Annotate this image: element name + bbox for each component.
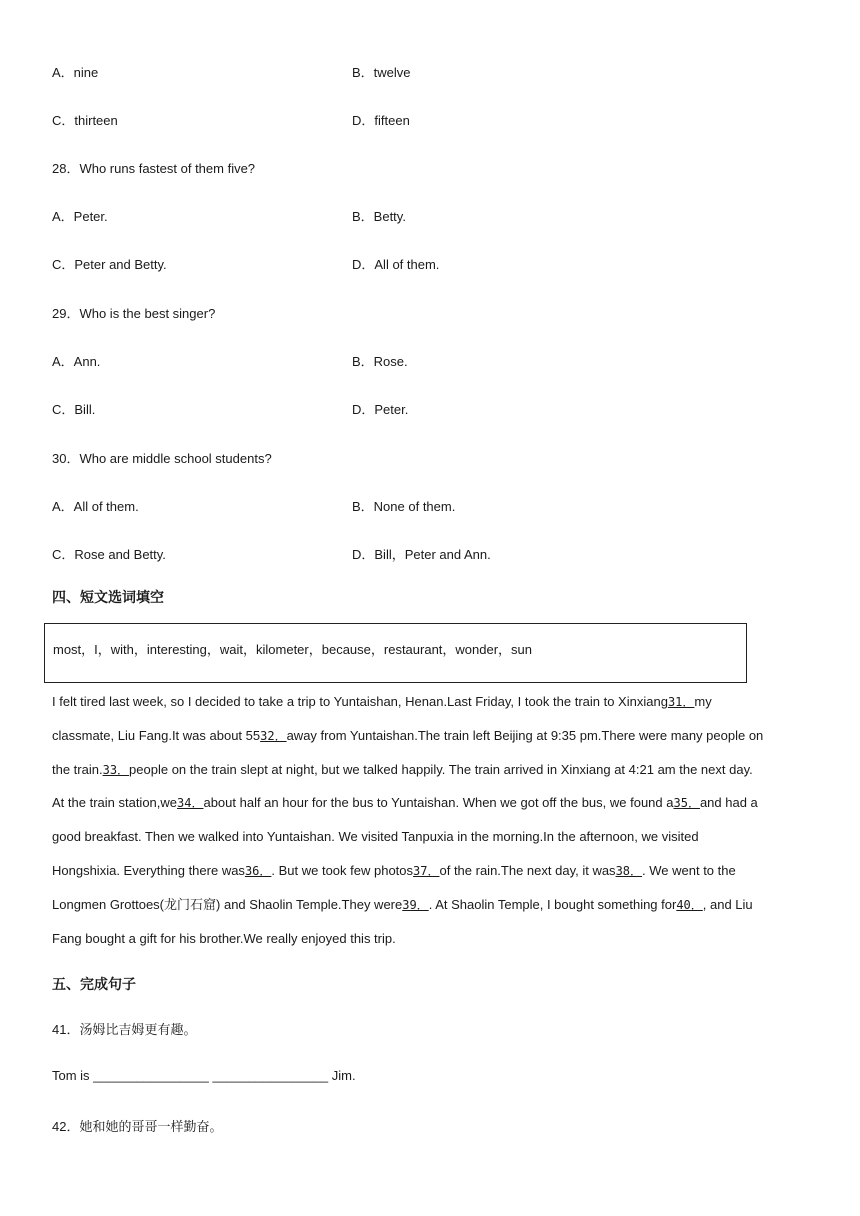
passage-line bbox=[52, 891, 812, 925]
passage-line bbox=[52, 722, 812, 756]
passage-text: ) and Shaolin Temple.They were bbox=[216, 896, 403, 912]
q30-option-c: C．Rose and Betty. bbox=[52, 547, 166, 562]
q30-option-d: D．Bill，Peter and Ann. bbox=[352, 547, 491, 562]
q29-option-a: A．Ann. bbox=[52, 354, 101, 369]
passage-text: Fang bought a gift for his brother.We really enjoyed this trip. bbox=[52, 930, 396, 946]
passage-text: Hongshixia. Everything there was bbox=[52, 862, 245, 878]
q30-option-a: A．All of them. bbox=[52, 499, 139, 514]
passage-line bbox=[52, 688, 812, 722]
blank-35[interactable]: 35． bbox=[673, 796, 700, 811]
q29-option-c: C．Bill. bbox=[52, 402, 96, 417]
passage-text: . At Shaolin Temple, I bought something for bbox=[428, 896, 677, 912]
passage-chinese-term: 龙门石窟 bbox=[164, 897, 217, 913]
q28-option-c: C．Peter and Betty. bbox=[52, 257, 167, 272]
passage-line bbox=[52, 823, 812, 857]
word-bank-box bbox=[44, 623, 747, 683]
passage-text: I felt tired last week, so I decided to take a trip to Yuntaishan, Henan.Last Friday, I took the train to Xinxiang bbox=[52, 694, 668, 709]
blank-34[interactable]: 34． bbox=[177, 796, 204, 811]
section-5-title: 五、完成句子 bbox=[52, 976, 136, 992]
passage-text: , and Liu bbox=[702, 896, 753, 912]
blank-31[interactable]: 31． bbox=[667, 695, 695, 709]
q27-option-c: C．thirteen bbox=[52, 113, 118, 128]
passage-line bbox=[52, 925, 812, 959]
q28-option-d: D．All of them. bbox=[352, 257, 440, 272]
passage-text: At the train station,we bbox=[52, 795, 178, 811]
passage-text: and had a bbox=[699, 795, 758, 811]
passage-text: of the rain.The next day, it was bbox=[439, 862, 616, 878]
passage-text: people on the train slept at night, but we talked happily. The train arrived in Xinxiang at 4:21 am the next day. bbox=[129, 761, 753, 777]
q27-option-d: D．fifteen bbox=[352, 113, 410, 128]
q29-stem: 29．Who is the best singer? bbox=[52, 306, 216, 321]
cloze-passage bbox=[52, 688, 812, 958]
passage-text: Longmen Grottoes( bbox=[52, 896, 165, 912]
q29-option-d: D．Peter. bbox=[352, 402, 409, 417]
blank-40[interactable]: 40． bbox=[676, 897, 703, 912]
q41-answer-line[interactable]: Tom is ________________ ________________ Jim. bbox=[52, 1068, 356, 1083]
blank-36[interactable]: 36． bbox=[244, 863, 272, 878]
passage-line bbox=[52, 789, 812, 823]
q28-stem: 28．Who runs fastest of them five? bbox=[52, 161, 256, 176]
blank-38[interactable]: 38． bbox=[615, 863, 643, 878]
q29-option-b: B．Rose. bbox=[352, 354, 408, 369]
passage-text: my bbox=[694, 694, 712, 709]
q42-stem: 42．她和她的哥哥一样勤奋。 bbox=[52, 1119, 223, 1134]
blank-39[interactable]: 39． bbox=[402, 897, 429, 912]
passage-text: . We went to the bbox=[642, 862, 736, 878]
passage-text: away from Yuntaishan.The train left Beijing at 9:35 pm.There were many people on bbox=[286, 727, 764, 743]
passage-text: . But we took few photos bbox=[271, 862, 414, 878]
section-4-title: 四、短文选词填空 bbox=[52, 589, 164, 605]
passage-text: classmate, Liu Fang.It was about 55 bbox=[52, 727, 261, 743]
q28-option-b: B．Betty. bbox=[352, 209, 406, 224]
q27-option-a: A．nine bbox=[52, 65, 99, 80]
q30-stem: 30．Who are middle school students? bbox=[52, 451, 272, 466]
blank-33[interactable]: 33． bbox=[102, 762, 130, 777]
q30-option-b: B．None of them. bbox=[352, 499, 456, 514]
passage-line bbox=[52, 857, 812, 891]
blank-32[interactable]: 32． bbox=[260, 728, 287, 743]
passage-line bbox=[52, 756, 812, 790]
blank-37[interactable]: 37． bbox=[413, 863, 440, 878]
passage-text: about half an hour for the bus to Yuntaishan. When we got off the bus, we found a bbox=[203, 795, 674, 811]
q41-stem: 41．汤姆比吉姆更有趣。 bbox=[52, 1022, 197, 1037]
q27-option-b: B．twelve bbox=[352, 65, 411, 80]
word-bank: most，I，with，interesting，wait，kilometer，because，restaurant，wonder，sun bbox=[53, 642, 533, 657]
q28-option-a: A．Peter. bbox=[52, 209, 108, 224]
passage-text: the train. bbox=[52, 761, 103, 777]
passage-text: good breakfast. Then we walked into Yuntaishan. We visited Tanpuxia in the morning.In the afternoon, we visited bbox=[52, 829, 699, 845]
